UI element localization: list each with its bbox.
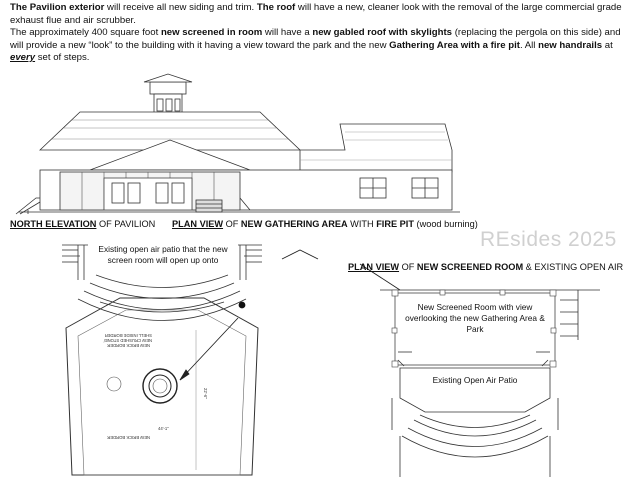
open-air-patio-note: Existing Open Air Patio [420,375,530,386]
gabled-roof-label: new gabled roof with skylights [312,27,453,38]
dimension-label-bottom: 44'-1" [158,426,169,431]
intro-text-span: at [602,39,613,51]
intro-text-span: (replacing the pergola on this side) and will provide a new “look” to the building with it having a view toward the park and the new [10,27,621,51]
caption-bold: FIRE PIT [376,219,414,229]
caption-text: WITH [347,219,377,229]
caption-text: OF [223,219,241,229]
intro-text-span: The approximately 400 square foot [10,27,161,38]
caption-bold: NEW GATHERING AREA [240,219,348,229]
roof-label: The roof [256,2,296,13]
screened-room-plan-drawing [282,250,600,477]
intro-text-span: will receive all new siding and trim. [104,2,257,13]
new-screened-room-note: New Screened Room with view overlooking the new Gathering Area & Park [405,302,545,334]
screened-room-label: new screened in room [160,27,263,38]
caption-text: (wood burning) [413,219,478,229]
gathering-plan-caption [172,219,478,229]
intro-text-span: will have a new, cleaner look with the removal of the large commercial grade exhaust flue and air scrubber. [10,2,622,26]
every-label: every [10,52,36,63]
brick-border-label: NEW BRICK BORDER [107,343,150,348]
pavilion-exterior-label: The Pavilion exterior [10,2,105,13]
gathering-area-plan-drawing [62,245,262,475]
handrails-label: new handrails [538,39,603,51]
gathering-area-label: Gathering Area with a fire pit [389,39,520,51]
caption-bold-underlined: NORTH ELEVATION [10,219,97,229]
caption-bold: NEW SCREENED ROOM [416,262,524,272]
intro-text-span: . All [519,39,539,51]
screened-plan-caption [348,262,623,272]
north-elevation-caption [10,219,155,229]
dimension-label: 22'-6" [203,388,208,399]
brick-border-bottom-label: NEW BRICK BORDER [107,435,150,440]
intro-text-span: will have a [262,27,313,38]
caption-bold-underlined: PLAN VIEW [172,219,224,229]
caption-bold-underlined: PLAN VIEW [348,262,400,272]
watermark-text: REsides 2025 [480,228,617,251]
caption-text: OF [399,262,417,272]
existing-patio-note: Existing open air patio that the new screen room will open up onto [88,244,238,266]
crushed-stone-label: NEW CRUSHED STONE/ [103,338,152,343]
caption-text: & EXISTING OPEN AIR [523,262,624,272]
caption-text: OF PAVILION [96,219,156,229]
shell-border-label: SHELL INSIDE BORDER [104,333,152,338]
north-elevation-drawing [16,74,460,214]
intro-text-span: set of steps. [35,52,90,63]
